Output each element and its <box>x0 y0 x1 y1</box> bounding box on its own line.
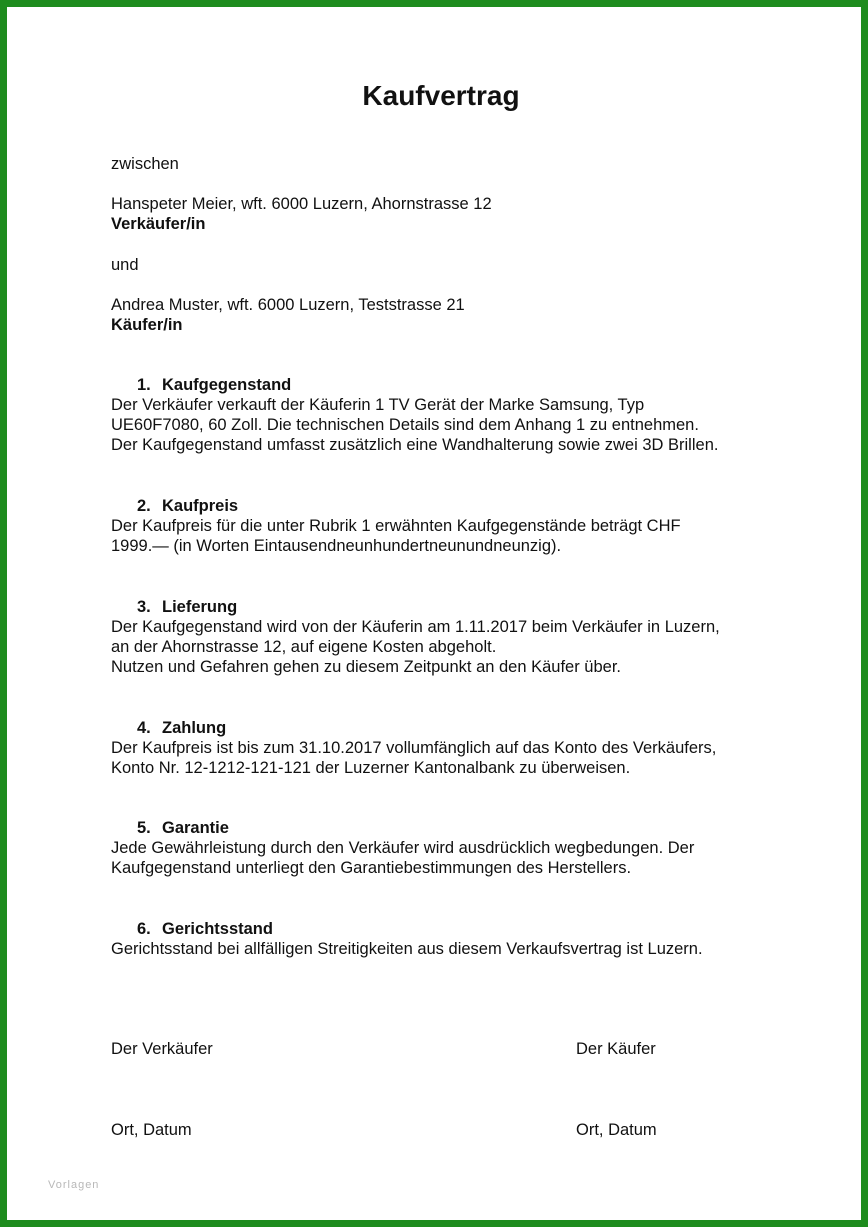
section-title: Garantie <box>162 819 229 837</box>
section-3-line: an der Ahornstrasse 12, auf eigene Kosten abgeholt. <box>111 638 497 656</box>
buyer-signature-label: Der Käufer <box>576 1040 656 1058</box>
section-heading-gerichtsstand <box>137 919 273 939</box>
conjunction-text: und <box>111 256 139 274</box>
watermark-text: Vorlagen <box>48 1179 100 1191</box>
section-heading-zahlung <box>137 718 226 738</box>
seller-role: Verkäufer/in <box>111 215 206 233</box>
section-2-line: 1999.— (in Worten Eintausendneunhundertneunundneunzig). <box>111 537 562 555</box>
buyer-role: Käufer/in <box>111 316 183 334</box>
section-5-line: Jede Gewährleistung durch den Verkäufer wird ausdrücklich wegbedungen. Der <box>111 839 695 857</box>
section-1-line: Der Kaufgegenstand umfasst zusätzlich eine Wandhalterung sowie zwei 3D Brillen. <box>111 436 719 454</box>
section-3-line: Der Kaufgegenstand wird von der Käuferin am 1.11.2017 beim Verkäufer in Luzern, <box>111 618 720 636</box>
section-2-line: Der Kaufpreis für die unter Rubrik 1 erwähnten Kaufgegenstände beträgt CHF <box>111 517 681 535</box>
seller-place-date-label: Ort, Datum <box>111 1121 192 1139</box>
section-number: 2. <box>137 497 151 515</box>
section-heading-kaufpreis <box>137 496 238 516</box>
document-title: Kaufvertrag <box>362 80 520 111</box>
seller-signature-label: Der Verkäufer <box>111 1040 213 1058</box>
section-1-line: UE60F7080, 60 Zoll. Die technischen Details sind dem Anhang 1 zu entnehmen. <box>111 416 699 434</box>
section-heading-lieferung <box>137 597 237 617</box>
section-title: Zahlung <box>162 719 227 737</box>
buyer-address: Andrea Muster, wft. 6000 Luzern, Teststrasse 21 <box>111 296 465 314</box>
section-number: 5. <box>137 819 151 837</box>
section-title: Kaufgegenstand <box>162 376 292 394</box>
section-number: 6. <box>137 920 151 938</box>
section-number: 3. <box>137 598 151 616</box>
section-4-line: Konto Nr. 12-1212-121-121 der Luzerner Kantonalbank zu überweisen. <box>111 759 631 777</box>
section-number: 1. <box>137 376 151 394</box>
section-title: Gerichtsstand <box>162 920 273 938</box>
buyer-place-date-label: Ort, Datum <box>576 1121 657 1139</box>
section-4-line: Der Kaufpreis ist bis zum 31.10.2017 vollumfänglich auf das Konto des Verkäufers, <box>111 739 717 757</box>
section-title: Kaufpreis <box>162 497 239 515</box>
section-3-line: Nutzen und Gefahren gehen zu diesem Zeitpunkt an den Käufer über. <box>111 658 622 676</box>
intro-text: zwischen <box>111 155 179 173</box>
seller-address: Hanspeter Meier, wft. 6000 Luzern, Ahornstrasse 12 <box>111 195 492 213</box>
section-title: Lieferung <box>162 598 238 616</box>
section-heading-kaufgegenstand <box>137 375 291 395</box>
section-6-line: Gerichtsstand bei allfälligen Streitigkeiten aus diesem Verkaufsvertrag ist Luzern. <box>111 940 703 958</box>
section-heading-garantie <box>137 818 229 838</box>
section-5-line: Kaufgegenstand unterliegt den Garantiebestimmungen des Herstellers. <box>111 859 632 877</box>
section-1-line: Der Verkäufer verkauft der Käuferin 1 TV Gerät der Marke Samsung, Typ <box>111 396 645 414</box>
section-number: 4. <box>137 719 151 737</box>
